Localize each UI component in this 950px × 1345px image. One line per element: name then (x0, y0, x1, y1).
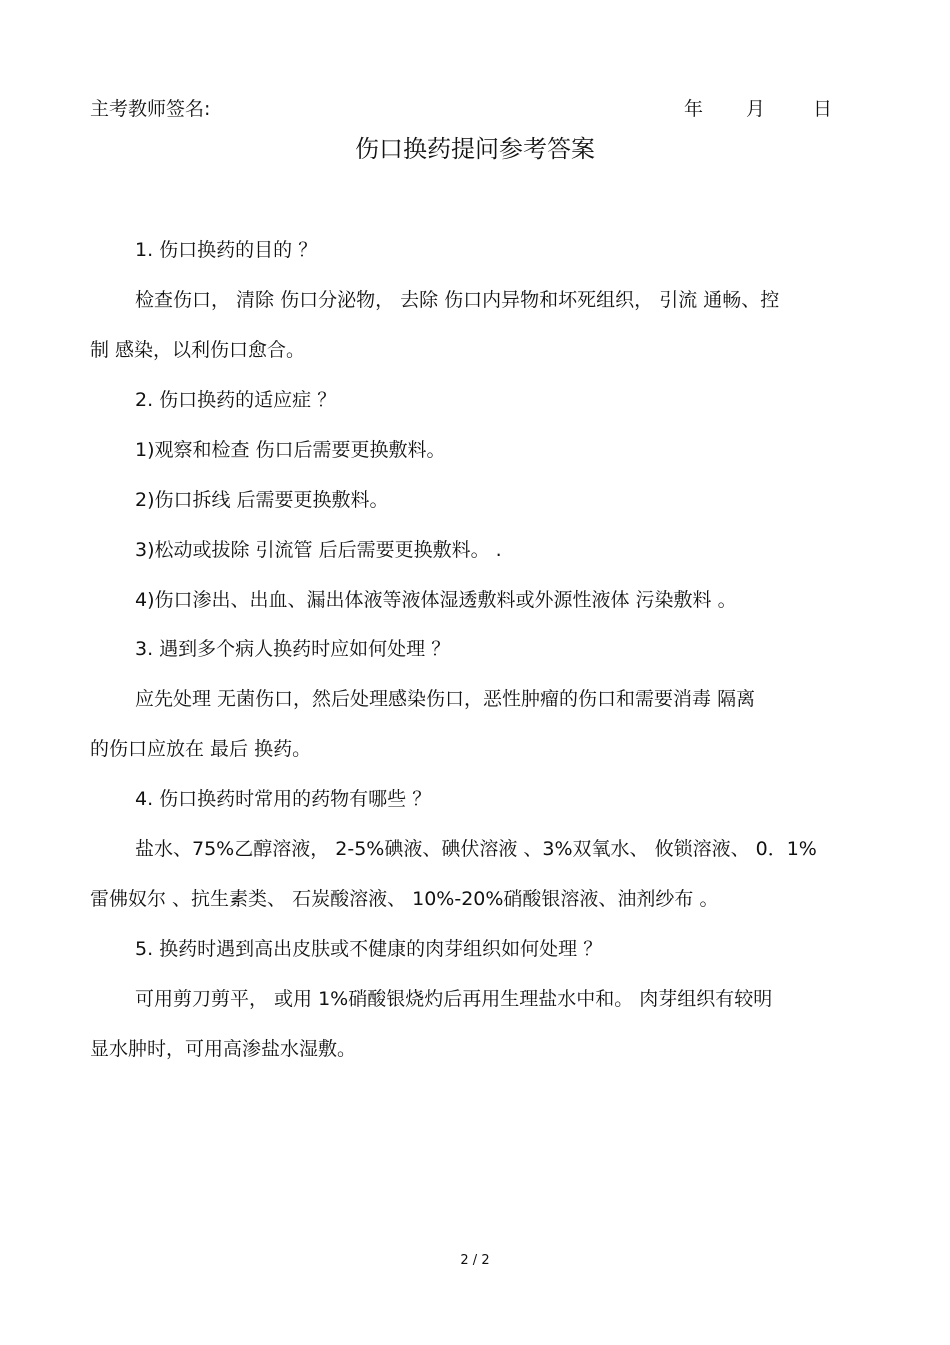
question-2: 2. 伤口换药的适应症 ？ (135, 389, 337, 411)
answer-1-line-1: 检查伤口， 清除 伤口分泌物， 去除 伤口内异物和坏死组织， 引流 通畅、控 (135, 289, 780, 311)
question-5: 5. 换药时遇到高出皮肤或不健康的肉芽组织如何处理 ？ (135, 938, 603, 960)
answer-4-line-2: 雷佛奴尔 、抗生素类、 石炭酸溶液、 10%-20%硝酸银溶液、油剂纱布 。 (90, 888, 719, 910)
answer-3-line-2: 的伤口应放在 最后 换药。 (90, 738, 312, 760)
answer-2-item-3: 3)松动或拔除 引流管 后后需要更换敷料。 . (135, 539, 502, 561)
answer-2-item-1: 1)观察和检查 伤口后需要更换敷料。 (135, 439, 446, 461)
answer-3-line-1: 应先处理 无菌伤口，然后处理感染伤口，恶性肿瘤的伤口和需要消毒 隔离 (135, 688, 756, 710)
examiner-signature-label: 主考教师签名: (90, 98, 211, 120)
answer-1-line-2: 制 感染，以利伤口愈合。 (90, 339, 306, 361)
date-month-label: 月 (746, 98, 766, 120)
answer-2-item-4: 4)伤口渗出、出血、漏出体液等液体湿透敷料或外源性液体 污染敷料 。 (135, 589, 737, 611)
question-3: 3. 遇到多个病人换药时应如何处理 ？ (135, 638, 451, 660)
page-title: 伤口换药提问参考答案 (355, 135, 595, 163)
page-number: 2 / 2 (460, 1253, 490, 1268)
date-year-label: 年 (684, 98, 704, 120)
answer-5-line-2: 显水肿时，可用高渗盐水湿敷。 (90, 1038, 357, 1060)
answer-2-item-2: 2)伤口拆线 后需要更换敷料。 (135, 489, 389, 511)
question-4: 4. 伤口换药时常用的药物有哪些 ？ (135, 788, 432, 810)
answer-4-line-1: 盐水、75%乙醇溶液， 2-5%碘液、碘伏溶液 、3%双氧水、 攸锁溶液、 0．1% (135, 838, 817, 860)
date-day-label: 日 (813, 98, 833, 120)
answer-5-line-1: 可用剪刀剪平， 或用 1%硝酸银烧灼后再用生理盐水中和。 肉芽组织有较明 (135, 988, 773, 1010)
question-1: 1. 伤口换药的目的 ？ (135, 239, 318, 261)
